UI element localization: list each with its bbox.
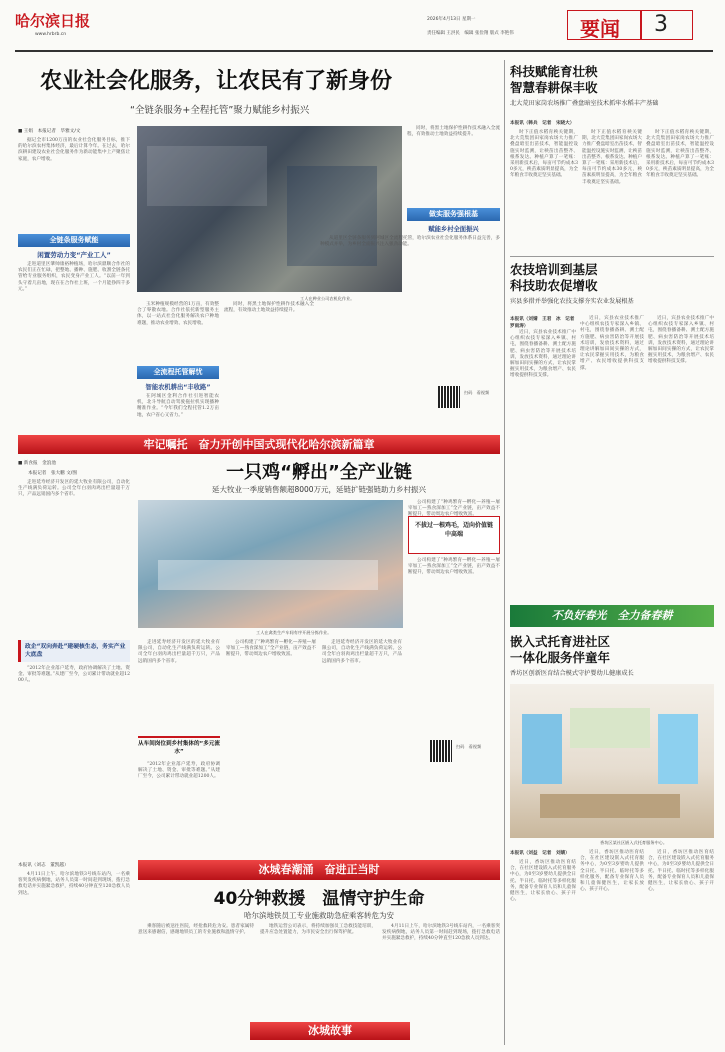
chicken-callout: 不拔过一根鸡毛，迈向价值链中高端 bbox=[408, 516, 500, 554]
chicken-sub1: 政企“双向奔赴”建硬核生态，务实产业大底盘 bbox=[18, 640, 130, 662]
col3-text: 同时，将黑土地保护性耕作技术融入全流程，有效推动土地效益持续提升。 bbox=[224, 302, 314, 314]
chicken-qr-code[interactable] bbox=[430, 740, 452, 762]
section-box bbox=[567, 10, 693, 40]
side-top-text3: 时下正值水稻育秧关键期，北大荒集团田家岗农场大力推广叠盘暗室出苗技术，智能温控设施实时监测，让秧苗出苗整齐、根系发达。种植户算了一笔账：采用新技术后，每亩可节约成本30多元，秧苗素质明显提高，为全年粮食丰收奠定坚实基础。 bbox=[646, 130, 714, 179]
section-label: 要闻 bbox=[580, 17, 620, 41]
chicken-byline2: 本报记者 张大鹏 文/图 bbox=[28, 471, 77, 476]
side-mid-text2: 近日，宾县农业技术推广中心组织农技专家深入乡镇、村屯，围绕春播备耕、测土配方施肥、病虫害防治等开展技术培训，发放技术资料，通过理论讲解加田间实操的方式，让农民掌握实用技术，为粮食增产、农民增收提供科技支撑。 bbox=[580, 316, 644, 371]
main-headline: 农业社会化服务，让农民有了新身份 bbox=[40, 69, 393, 94]
bottom-byline: 本报讯（刘志 董凯越） bbox=[18, 863, 69, 868]
banner-mid: 冰城春潮涌 奋进正当时 bbox=[138, 860, 500, 880]
chicken-text1: 走进延寿经济开发区的延大牧业有限公司，自动化生产线满负荷运转。公司全年白羽肉鸡出栏量超千万只，产品远销国内多个省市。 bbox=[18, 480, 130, 498]
spring-banner: 不负好春光 全力备春耕 bbox=[510, 605, 714, 627]
side-bot-subhead: 香坊区创新医育结合模式守护婴幼儿健康成长 bbox=[510, 670, 634, 677]
side-top-byline: 本报讯（韩兵 记者 宋晓大） bbox=[510, 121, 575, 126]
main-sub1-bar: 全链条服务赋能 bbox=[18, 234, 130, 247]
chicken-photo-caption: 工人在禽类生产车间有序开展分拣作业。 bbox=[256, 630, 332, 635]
chicken-photo bbox=[138, 500, 403, 628]
main-qr-code[interactable] bbox=[438, 386, 460, 408]
bottom-text3: 地铁运营公司表示，将持续加强员工急救技能培训，提升应急处置能力，为市民安全出行保驾护航。 bbox=[260, 924, 376, 936]
chicken-byline: ■ 新食报 金浪池 bbox=[18, 461, 56, 466]
col2-text: 玉米种植规模经营的1万亩，有效整合了零散农地。合作社依托新型服务主体，以一站式社会化服务解决农户种地难题，推动农业增效、农民增收。 bbox=[137, 302, 219, 326]
side-top-text2: 时下正值水稻育秧关键期，北大荒集团田家岗农场大力推广叠盘暗室出苗技术，智能温控设施实时监测，让秧苗出苗整齐、根系发达。种植户算了一笔账：采用新技术后，每亩可节约成本30多元，秧苗素质明显提高，为全年粮食丰收奠定坚实基础。 bbox=[582, 130, 642, 185]
bottom-text1: 4月11日上午，哈尔滨地铁3号线车站内，一名乘客突发疾病倒地，站务人员第一时间赶到现场，拨打急救电话并实施紧急救护，持续40分钟直至120急救人员到达。 bbox=[18, 872, 130, 896]
side-bot-headline: 嵌入式托育进社区 一体化服务伴童年 bbox=[510, 634, 611, 665]
side-top-headline: 科技赋能育壮秧 智慧春耕保丰收 bbox=[510, 64, 598, 95]
chicken-text3: 公司构建了“种鸡繁育—孵化—养殖—屠宰加工—熟食深加工”全产业链，亩产效益不断提升，带动周边农户增收致富。 bbox=[408, 558, 500, 576]
col4b-text: 从道里区全链条服务到阿城区全流程托管，哈尔滨农业社会化服务体系日益完善，多种模式并举，为乡村全面振兴注入强劲动能。 bbox=[320, 236, 500, 248]
chicken-text7: 走进延寿经济开发区的延大牧业有限公司，自动化生产线满负荷运转。公司全年白羽肉鸡出栏量超千万只，产品远销国内多个省市。 bbox=[322, 640, 402, 664]
chicken-sub2: 从车间岗位到乡村集体的“多元流水” bbox=[138, 736, 220, 758]
chicken-text4: 走进延寿经济开发区的延大牧业有限公司，自动化生产线满负荷运转。公司全年白羽肉鸡出栏量超千万只，产品远销国内多个省市。 bbox=[138, 640, 220, 664]
main-byline: ■ 王娟 本报记者 毕雅文/文 bbox=[18, 129, 81, 134]
side-bot-text2: 近日，香坊区推动医育结合，在社区建设嵌入式托育服务中心，为0至3岁婴幼儿提供全日托、半日托、临时托等多样化服务，配备专业保育人员和儿童保健医生，让家长放心、孩子开心。 bbox=[580, 850, 644, 893]
side-mid-text1: 近日，宾县农业技术推广中心组织农技专家深入乡镇、村屯，围绕春播备耕、测土配方施肥、病虫害防治等开展技术培训，发放技术资料，通过理论讲解加田间实操的方式，让农民掌握实用技术，为粮食增产、农民增收提供科技支撑。 bbox=[510, 330, 576, 379]
main-qr-caption: 扫码 看视频 bbox=[464, 390, 490, 395]
newspaper-logo: 哈尔滨日报 bbox=[15, 12, 91, 30]
bottom-subhead: 哈尔滨地铁员工专业施救助急症乘客转危为安 bbox=[244, 911, 394, 920]
col1b-text: 走进道里区肇帅康裕种植场，哈尔滨鼎顺合作社的农民们正在忙碌，把整地、播种、施肥、收割全链条托管给专业服务组织，农民变身产业工人。“以前一年到头守着几亩地，现在在合作社上班，一个月能挣四千多元。” bbox=[18, 262, 130, 292]
bottom-headline: 40分钟救援 温情守护生命 bbox=[213, 889, 425, 909]
main-sub2-bar: 全流程托管解忧 bbox=[137, 366, 219, 379]
side-bot-text3: 近日，香坊区推动医育结合，在社区建设嵌入式托育服务中心，为0至3岁婴幼儿提供全日托、半日托、临时托等多样化服务，配备专业保育人员和儿童保健医生，让家长放心、孩子开心。 bbox=[648, 850, 714, 893]
side-bot-byline: 本报讯（刘益 记者 刘婧） bbox=[510, 851, 570, 856]
main-photo-caption: 工人在种业公司农机化作业。 bbox=[300, 296, 355, 301]
side-mid-text3: 近日，宾县农业技术推广中心组织农技专家深入乡镇、村屯，围绕春播备耕、测土配方施肥、病虫害防治等开展技术培训，发放技术资料，通过理论讲解加田间实操的方式，让农民掌握实用技术，为粮食增产、农民增收提供科技支撑。 bbox=[648, 316, 714, 365]
main-sub2b: 智能农机耕出“丰收路” bbox=[145, 384, 211, 391]
side-mid-subhead: 宾县多措并举强化农技支撑夯实农业发展根基 bbox=[510, 298, 634, 305]
side-bot-photo bbox=[510, 684, 714, 838]
date-line: 2026年4月13日 星期一 bbox=[427, 17, 476, 22]
main-subhead: “全链条服务+全程托管”聚力赋能乡村振兴 bbox=[130, 105, 310, 116]
side-mid-byline: 本报讯（刘婧 王君 冰 记者 罗雨涛） bbox=[510, 317, 579, 329]
chicken-text2: “2012年企业落户延寿，政府协调解决了土地、资金、审批等难题。”从建厂至今，公司累计带动就业超1200人。 bbox=[18, 666, 130, 684]
chicken-text6: 公司构建了“种鸡繁育—孵化—养殖—屠宰加工—熟食深加工”全产业链，亩产效益不断提升，带动周边农户增收致富。 bbox=[226, 640, 316, 658]
col1-text: 据记全市1200万亩的农业社会化服务目标，推下的哈尔滨农村集体经济，最后计算今年。在过去，哈尔滨耕田建设农业社会化服务作为新动能集中上产聚焦让家庭，农户增收。 bbox=[18, 138, 130, 162]
col4-text: 同时，将黑土地保护性耕作技术融入全流程，有效推动土地效益持续提升。 bbox=[407, 126, 500, 138]
side-top-text1: 时下正值水稻育秧关键期，北大荒集团田家岗农场大力推广叠盘暗室出苗技术，智能温控设施实时监测，让秧苗出苗整齐、根系发达。种植户算了一笔账：采用新技术后，每亩可节约成本30多元，秧苗素质明显提高，为全年粮食丰收奠定坚实基础。 bbox=[510, 130, 578, 179]
col2b-text: 在阿城区金利合作社引进智能农机，北斗导航自动驾驶拖拉机实现播种精准作业。“今年我们全程托管1.2万亩地，农户省心又省力。” bbox=[137, 394, 219, 418]
masthead bbox=[15, 8, 715, 44]
banner-top: 牢记嘱托 奋力开创中国式现代化哈尔滨新篇章 bbox=[18, 435, 500, 454]
side-bot-caption: 香坊区某社区嵌入式托育服务中心。 bbox=[600, 840, 668, 845]
page-number: 3 bbox=[654, 12, 668, 37]
bottom-text2: 乘客随后被送往医院，经抢救转危为安。患者家属特意送来感谢信，感谢地铁员工的专业施救和温情守护。 bbox=[138, 924, 254, 936]
chicken-qr-caption: 扫码 看视频 bbox=[456, 744, 482, 749]
bottom-text4: 4月11日上午，哈尔滨地铁3号线车站内，一名乘客突发疾病倒地，站务人员第一时间赶到现场，拨打急救电话并实施紧急救护，持续40分钟直至120急救人员到达。 bbox=[382, 924, 500, 942]
side-top-subhead: 北大荒田家岗农场推广叠盘暗室技术抓牢水稻丰产基础 bbox=[510, 100, 659, 107]
chicken-subhead: 延大牧业一季度销售额超8000万元，延链扩链强链助力乡村振兴 bbox=[211, 485, 427, 494]
banner-bottom: 冰城故事 bbox=[250, 1022, 410, 1040]
chicken-text-top: 公司构建了“种鸡繁育—孵化—养殖—屠宰加工—熟食深加工”全产业链，亩产效益不断提升，带动周边农户增收致富。 bbox=[408, 500, 500, 518]
main-sub1b: 闲置劳动力变“产业工人” bbox=[37, 251, 111, 259]
main-sub3b: 赋能乡村全面振兴 bbox=[428, 226, 479, 233]
editors-line: 责任编辑 王洪民 编辑 张俭翔 版式 李艳伟 bbox=[427, 31, 514, 36]
side-bot-text1: 近日，香坊区推动医育结合，在社区建设嵌入式托育服务中心，为0至3岁婴幼儿提供全日托、半日托、临时托等多样化服务，配备专业保育人员和儿童保健医生，让家长放心、孩子开心。 bbox=[510, 860, 576, 903]
side-mid-headline: 农技培训到基层 科技助农促增收 bbox=[510, 262, 598, 293]
site-url[interactable]: www.hrbrb.cn bbox=[35, 32, 67, 37]
main-sub3-bar: 做实服务强根基 bbox=[407, 208, 500, 221]
chicken-text5: “2012年企业落户延寿，政府协调解决了土地、资金、审批等难题。”从建厂至今，公司累计带动就业超1200人。 bbox=[138, 762, 220, 780]
chicken-headline: 一只鸡“孵出”全产业链 bbox=[226, 462, 412, 483]
